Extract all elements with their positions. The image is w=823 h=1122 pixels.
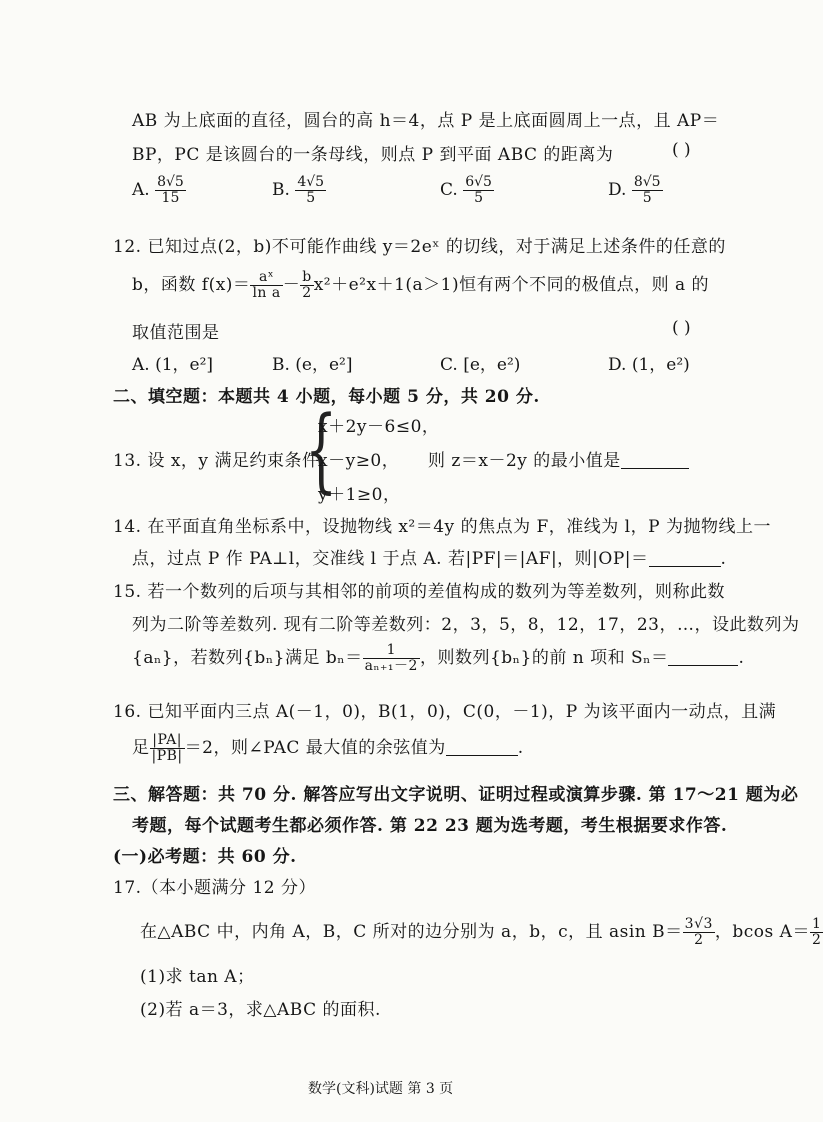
q11-option-b: B. $\frac{4√5}{5}$ — [272, 174, 325, 206]
q11-answer-bracket: ( ) — [672, 140, 691, 160]
q13-prefix: 13. 设 x，y 满足约束条件 — [113, 451, 320, 471]
q12-option-c: C. [e，e²) — [440, 355, 521, 375]
q12-line3: 取值范围是 — [132, 323, 220, 343]
q14-line1: 14. 在平面直角坐标系中，设抛物线 x²＝4y 的焦点为 F，准线为 l，P 为抛物线上一 — [113, 517, 771, 537]
q17-body: 在△ABC 中，内角 A，B，C 所对的边分别为 a，b，c，且 asin B＝ $\frac{3√3}{2}$ ，bcos A＝ $\frac{1}{2}$ — [140, 916, 822, 948]
q16-answer-blank — [446, 739, 518, 756]
q14-line2: 点，过点 P 作 PA⊥l，交准线 l 于点 A. 若|PF|＝|AF|，则|OP|＝ . — [132, 549, 727, 569]
q15-answer-blank — [668, 649, 738, 666]
q17-part2: (2)若 a＝3，求△ABC 的面积. — [140, 1000, 381, 1020]
q13-constraint-3: y＋1≥0， — [318, 485, 401, 505]
q15-line1: 15. 若一个数列的后项与其相邻的前项的差值构成的数列为等差数列，则称此数 — [113, 582, 725, 602]
q13-answer-blank — [621, 452, 689, 469]
q11-line2: BP，PC 是该圆台的一条母线，则点 P 到平面 ABC 的距离为 — [132, 145, 614, 165]
q13-suffix: 则 z＝x－2y 的最小值是 — [428, 446, 689, 471]
q15-line3: {aₙ}，若数列{bₙ}满足 bₙ＝ $\frac{1}{\text{aₙ₊₁－2}}$ ，则数列{bₙ}的前 n 项和 Sₙ＝ . — [132, 642, 745, 674]
q12-option-d: D. (1，e²) — [608, 355, 690, 375]
q16-line1: 16. 已知平面内三点 A(－1，0)，B(1，0)，C(0，－1)，P 为该平面内一动点，且满 — [113, 702, 777, 722]
q17-part1: (1)求 tan A； — [140, 967, 255, 987]
section2-title: 二、填空题：本题共 4 小题，每小题 5 分，共 20 分. — [113, 387, 540, 407]
q17-title: 17.（本小题满分 12 分） — [113, 878, 316, 898]
q13-brace: { — [305, 396, 338, 503]
q13-constraint-2: x－y≥0， — [318, 451, 400, 471]
page-footer: 数学(文科)试题 第 3 页 — [308, 1081, 454, 1097]
q11-option-d: D. $\frac{8√5}{5}$ — [608, 174, 661, 206]
q13-constraint-1: x＋2y－6≤0， — [318, 417, 440, 437]
section3-line2: 考题，每个试题考生都必须作答. 第 22 23 题为选考题，考生根据要求作答. — [132, 816, 728, 836]
q14-answer-blank — [649, 550, 721, 567]
q16-line2: 足 $\frac{|PA|}{|PB|}$ ＝2，则∠PAC 最大值的余弦值为 . — [132, 732, 524, 764]
section3-line1: 三、解答题：共 70 分. 解答应写出文字说明、证明过程或演算步骤. 第 17～21 题为必 — [113, 785, 799, 805]
q11-line1: AB 为上底面的直径，圆台的高 h＝4，点 P 是上底面圆周上一点，且 AP＝ — [132, 111, 720, 131]
section3-sub: (一)必考题：共 60 分. — [113, 847, 297, 867]
q11-option-c: C. $\frac{6√5}{5}$ — [440, 174, 492, 206]
q12-option-a: A. (1，e²] — [132, 355, 214, 375]
q11-option-a: A. $\frac{8√5}{15}$ — [132, 174, 184, 206]
q15-line2: 列为二阶等差数列. 现有二阶等差数列：2，3，5，8，12，17，23，…，设此数列为 — [132, 615, 800, 635]
q12-line1: 12. 已知过点(2，b)不可能作曲线 y＝2eˣ 的切线，对于满足上述条件的任意的 — [113, 237, 726, 257]
q12-answer-bracket: ( ) — [672, 318, 691, 338]
q12-option-b: B. (e，e²] — [272, 355, 353, 375]
q12-line2: b，函数 f(x)＝ $\frac{\text{aˣ}}{\text{ln a}}$ － $\frac{b}{2}$ x²＋e²x＋1(a＞1)恒有两个不同的极值点，则 a 的 — [132, 269, 710, 301]
